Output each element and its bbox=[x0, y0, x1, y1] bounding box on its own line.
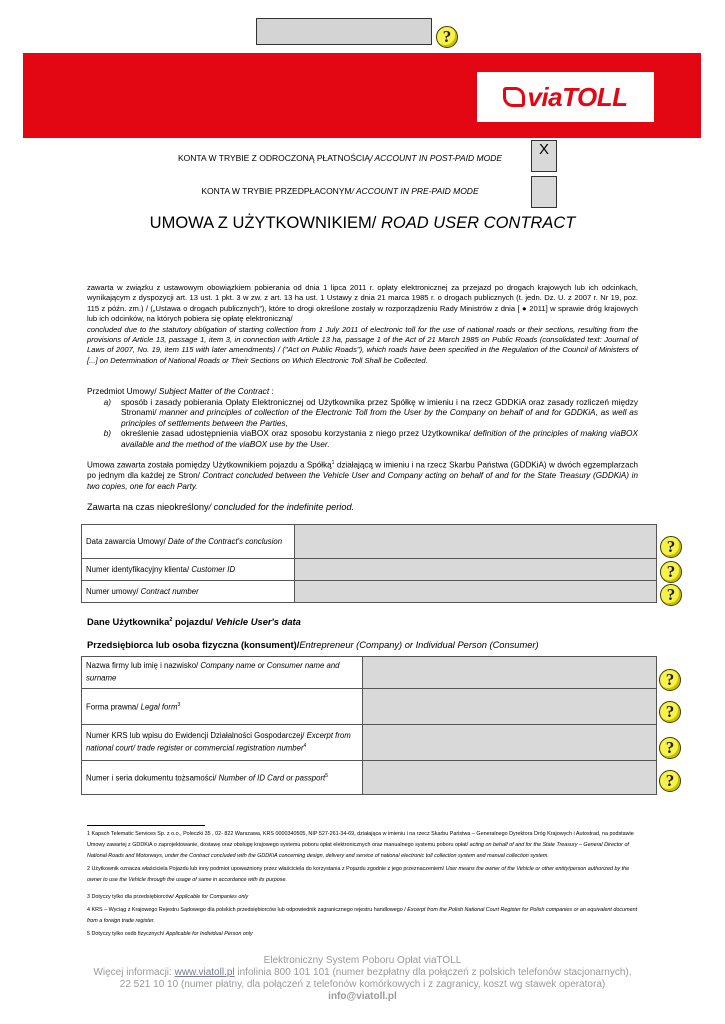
footnote-divider bbox=[87, 825, 205, 826]
postpaid-label bbox=[150, 153, 530, 163]
postpaid-label-pl: KONTA W TRYBIE Z ODROCZONĄ PŁATNOŚCIĄ bbox=[178, 153, 371, 163]
field-label bbox=[82, 525, 295, 559]
table-row bbox=[82, 725, 657, 761]
title-en: ROAD USER CONTRACT bbox=[380, 214, 576, 232]
subject-list bbox=[87, 397, 638, 449]
krs-number-input[interactable] bbox=[363, 725, 657, 761]
footnotes bbox=[87, 829, 638, 940]
footnote-en: User means the owner of the Vehicle or other entity/person authorized by the owner to use the Vehicle through the usage of same in accordance with its purpose. bbox=[87, 866, 630, 883]
field-label bbox=[82, 581, 295, 603]
subject-heading bbox=[87, 386, 638, 397]
logo-mark-icon bbox=[503, 87, 525, 107]
table-row bbox=[82, 657, 657, 689]
footer-line-2 bbox=[40, 967, 685, 979]
company-name-input[interactable] bbox=[363, 657, 657, 689]
help-icon[interactable]: ? bbox=[436, 26, 458, 48]
field-label-pl: Data zawarcia Umowy/ bbox=[86, 537, 168, 546]
contract-date-input[interactable] bbox=[295, 525, 657, 559]
footnote-1 bbox=[87, 829, 638, 862]
entrepreneur-heading bbox=[87, 640, 539, 650]
logo-text: viaTOLL bbox=[527, 81, 628, 112]
field-label bbox=[82, 559, 295, 581]
subject-item-text bbox=[121, 397, 638, 428]
footnote-ref: 2 bbox=[169, 616, 173, 623]
footnote-4 bbox=[87, 905, 638, 927]
subject-heading-pl: Przedmiot Umowy/ bbox=[87, 386, 159, 396]
footnote-ref: 5 bbox=[325, 772, 328, 779]
concluded-pl2: działającą w imieniu i na rzecz Skarbu Państwa (GDDKiA) w dwóch egzemplarzach po jednym dla każdej ze Stron/ bbox=[87, 460, 639, 481]
field-label-pl: Nazwa firmy lub imię i nazwisko/ bbox=[86, 661, 201, 671]
field-label-pl: Numer umowy/ bbox=[86, 587, 141, 596]
field-label-en: Contract number bbox=[140, 587, 199, 596]
subject-item-en: manner and principles of collection of the Electronic Toll from the User by the Company on behalf of and for GDDKiA, as well as principles of settlements between the Parties, bbox=[121, 407, 639, 428]
table-row bbox=[82, 559, 657, 581]
entrepreneur-heading-en: Entrepreneur (Company) or Individual Person (Consumer) bbox=[299, 640, 539, 650]
field-label bbox=[82, 725, 363, 761]
footnote-ref: 1 bbox=[331, 460, 335, 466]
user-data-heading-pl2: pojazdu/ bbox=[172, 616, 216, 627]
header-input-box[interactable] bbox=[256, 18, 432, 45]
footer-email[interactable]: info@viatoll.pl bbox=[328, 991, 397, 1002]
field-label-en: Legal form bbox=[140, 702, 178, 712]
prepaid-checkbox[interactable] bbox=[531, 176, 557, 208]
footnote-pl: 5 Dotyczy tylko osób fizycznych/ bbox=[87, 931, 166, 937]
footnote-2 bbox=[87, 864, 638, 886]
footnote-ref: 3 bbox=[177, 701, 181, 708]
prepaid-label-en: / ACCOUNT IN PRE-PAID MODE bbox=[351, 186, 479, 196]
table-row bbox=[82, 761, 657, 795]
concluded-paragraph bbox=[87, 458, 638, 493]
field-label bbox=[82, 657, 363, 689]
postpaid-check-mark: X bbox=[538, 141, 549, 158]
field-label-en: Customer ID bbox=[191, 565, 236, 574]
footer-hotline: infolinia 800 101 101 (numer bezpłatny dla połączeń z polskich telefonów stacjonarnych), bbox=[234, 967, 632, 978]
user-data-heading-en: Vehicle User's data bbox=[215, 616, 301, 627]
contract-table bbox=[81, 524, 657, 603]
subject-heading-colon: : bbox=[269, 386, 274, 396]
field-label-pl: Numer KRS lub wpisu do Ewidencji Działalności Gospodarczej/ bbox=[86, 731, 307, 741]
prepaid-label-pl: KONTA W TRYBIE PRZEDPŁACONYM bbox=[201, 186, 352, 196]
subject-item-pl: sposób i zasady pobierania Opłaty Elektronicznej od Użytkownika przez Spółkę w imieniu i na rzecz GDDKiA oraz zasady rozliczeń między Stronami/ bbox=[121, 397, 638, 418]
footnote-pl: 1 Kapsch Telematic Services Sp. z o.o., Poleczki 35 , 02- 822 Warszawa, KRS 0000340505, NIP 527-261-34-69, działająca w imieniu i na rzecz Skarbu Państwa – Generalnego Dyrektora Dróg Krajowych i Autostrad, na podstawie Umowy zawartej z GDDKiA o zaprojektowanie, dostawę oraz obsługę krajowego systemu poboru opłat elektronicznych oraz manualnego systemu poboru opłat/ bbox=[87, 831, 634, 848]
intro-en: concluded due to the statutory obligation of starting collection from 1 July 2011 of electronic toll for the use of national roads or their sections, resulting from the provisions of Article 13, passage 1, item 3, in connection with Article 13 ha, passage 1 of the Act of 21 March 1985 on Public Roads (consolidated text: Journal of Laws of 2007, No. 19, item 115 with later amendments) / ("Act on Public Roads"), which roads have been specified in the Regulation of the Council of Ministers of [...] on Determination of National Roads or Their Sections on Which Electronic Toll Shall be Collected. bbox=[87, 324, 638, 365]
page-title bbox=[60, 214, 665, 233]
entrepreneur-table bbox=[81, 656, 657, 795]
field-label-pl: Numer i seria dokumentu tożsamości/ bbox=[86, 773, 219, 783]
customer-id-input[interactable] bbox=[295, 559, 657, 581]
user-data-heading bbox=[87, 616, 301, 627]
period-en: / concluded for the indefinite period. bbox=[208, 502, 355, 512]
prepaid-label bbox=[150, 186, 530, 196]
table-row bbox=[82, 689, 657, 725]
footnote-pl: 3 Dotyczy tylko dla przedsiębiorców/ bbox=[87, 894, 176, 900]
field-label-pl: Numer identyfikacyjny klienta/ bbox=[86, 565, 192, 574]
website-link[interactable]: www.viatoll.pl bbox=[174, 967, 235, 978]
user-data-heading-pl: Dane Użytkownika bbox=[87, 616, 170, 627]
field-label-en: Excerpt from national court/ trade register or commercial registration number bbox=[86, 731, 351, 753]
field-label-pl: Forma prawna/ bbox=[86, 702, 141, 712]
field-label-en: Company name or Consumer name and surname bbox=[86, 661, 340, 683]
help-icon[interactable]: ? bbox=[660, 561, 682, 583]
entrepreneur-heading-pl: Przedsiębiorca lub osoba fizyczna (konsument)/ bbox=[87, 640, 300, 650]
help-icon[interactable]: ? bbox=[660, 584, 682, 606]
subject-item-label: a) bbox=[103, 397, 111, 407]
footer-line-3: 22 521 10 10 (numer płatny, dla połączeń z telefonów komórkowych i z zagranicy, koszt wg stawek operatora) bbox=[119, 979, 606, 990]
footnote-5 bbox=[87, 929, 638, 940]
period-line bbox=[87, 502, 354, 512]
footnote-pl: 2 Użytkownik oznacza właściciela Pojazdu lub inny podmiot upoważniony przez właściciela do korzystania z Pojazdu zgodnie z jego przeznaczeniem/ bbox=[87, 866, 446, 872]
title-pl: UMOWA Z UŻYTKOWNIKIEM/ bbox=[149, 214, 381, 232]
subject-item-en: definition of the principles of making viaBOX available and the method of the viaBOX use by the User. bbox=[121, 428, 638, 449]
concluded-pl: Umowa zawarta została pomiędzy Użytkownikiem pojazdu a Spółką bbox=[87, 460, 332, 470]
concluded-en: Contract concluded between the Vehicle User and Company acting on behalf of and for the State Treasury (GDDKiA) in two copies, one for each Party. bbox=[87, 471, 638, 492]
table-row bbox=[82, 581, 657, 603]
help-icon[interactable]: ? bbox=[660, 536, 682, 558]
footnote-en: Applicable for Companies only bbox=[175, 894, 249, 900]
field-label bbox=[82, 761, 363, 795]
intro-paragraph bbox=[87, 283, 638, 366]
subject-item-text bbox=[121, 428, 638, 449]
footer-info-label: Więcej informacji: bbox=[93, 967, 175, 978]
help-icon[interactable]: ? bbox=[659, 701, 681, 723]
id-document-input[interactable] bbox=[363, 761, 657, 795]
field-label bbox=[82, 689, 363, 725]
legal-form-input[interactable] bbox=[363, 689, 657, 725]
subject-item-b bbox=[87, 428, 638, 449]
postpaid-checkbox[interactable] bbox=[531, 140, 557, 172]
footer-line-1: Elektroniczny System Poboru Opłat viaTOLL bbox=[263, 955, 462, 966]
intro-pl: zawarta w związku z ustawowym obowiązkiem pobierania od dnia 1 lipca 2011 r. opłaty elektronicznej za przejazd po drogach krajowych lub ich odcinkach, wynikającym z dyspozycji art. 13 ust. 1 pkt. 3 w zw. z art. 13 ha ust. 1 Ustawy z dnia 21 marca 1985 r. o drogach publicznych (t. jedn. Dz. U. z 2007 r. Nr 19, poz. 115 z późn. zm.) / („Ustawa o drogach publicznych”), które to drogi określone zostały w rozporządzeniu Rady Ministrów z dnia [ ● 2011] w sprawie dróg krajowych lub ich odcinków, na których pobiera się opłatę elektroniczną/ bbox=[87, 283, 638, 324]
footnote-pl: 4 KRS – Wyciąg z Krajowego Rejestru Sądowego dla polskich przedsiębiorców lub odpowiednik zagranicznego rejestru handlowego / bbox=[87, 907, 408, 913]
field-label-en: Date of the Contract's conclusion bbox=[167, 537, 283, 546]
footnote-en: Applicable for Individual Person only bbox=[165, 931, 253, 937]
subject-item-pl: określenie zasad udostępnienia viaBOX oraz sposobu korzystania z niego przez Użytkownika/ bbox=[121, 428, 474, 439]
help-icon[interactable]: ? bbox=[659, 669, 681, 691]
footnote-en: Excerpt from the Polish National Court Register for Polish companies or an equivalent document from a foreign trade register. bbox=[87, 907, 638, 924]
viatoll-logo bbox=[477, 72, 654, 122]
subject-item-label: b) bbox=[103, 428, 111, 439]
page-footer bbox=[40, 955, 685, 1003]
help-icon[interactable]: ? bbox=[659, 737, 681, 759]
footnote-en: acting on behalf of and for the State Treasury – General Director of National Roads and Motorways, under the Contract concluded with the GDDKiA concerning design, delivery and service of national electronic toll collection system and manual collection system. bbox=[87, 842, 629, 859]
table-row bbox=[82, 525, 657, 559]
subject-heading-en: Subject Matter of the Contract bbox=[158, 386, 270, 396]
help-icon[interactable]: ? bbox=[659, 770, 681, 792]
period-pl: Zawarta na czas nieokreślony bbox=[87, 502, 209, 512]
footnote-3 bbox=[87, 892, 638, 903]
subject-item-a bbox=[87, 397, 638, 428]
contract-number-input[interactable] bbox=[295, 581, 657, 603]
footnote-ref: 4 bbox=[303, 743, 307, 750]
field-label-en: Number of ID Card or passport bbox=[218, 773, 326, 783]
postpaid-label-en: / ACCOUNT IN POST-PAID MODE bbox=[370, 153, 502, 163]
